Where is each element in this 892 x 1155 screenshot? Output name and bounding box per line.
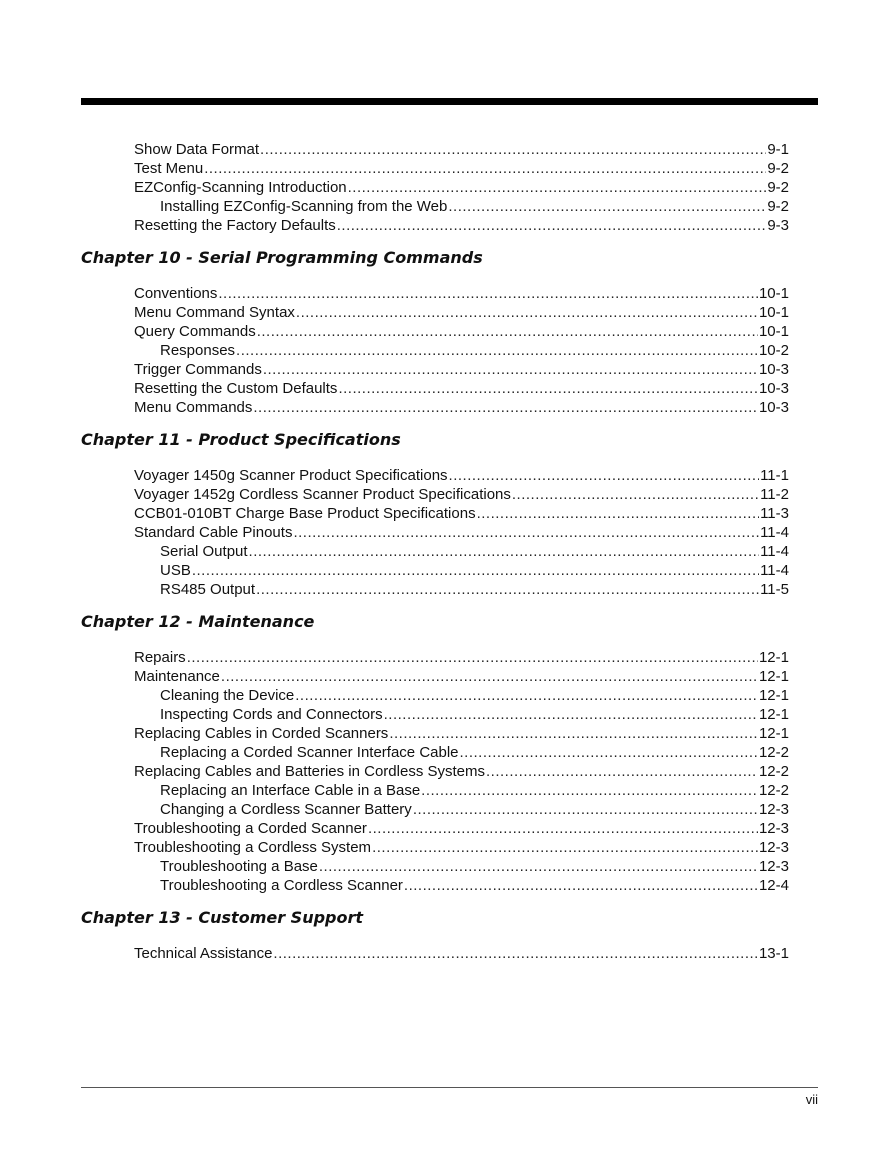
toc-entry-title: Menu Commands (134, 399, 253, 416)
dot-leader (449, 466, 760, 485)
toc-entry-title: Test Menu (134, 160, 204, 177)
toc-entry-page: 12-2 (758, 763, 789, 780)
toc-section (81, 612, 789, 895)
toc-section (81, 430, 789, 599)
dot-leader (421, 781, 758, 800)
toc-entry-title: Conventions (134, 285, 218, 302)
toc-entry[interactable] (81, 667, 789, 686)
toc-entry-page: 12-4 (758, 877, 789, 894)
dot-leader (368, 819, 758, 838)
dot-leader (204, 159, 766, 178)
toc-entry[interactable] (81, 686, 789, 705)
footer-rule (81, 1087, 818, 1088)
toc-entry-page: 12-3 (758, 820, 789, 837)
dot-leader (512, 485, 759, 504)
toc-entry-title: USB (160, 562, 191, 579)
toc-entry-page: 12-2 (758, 782, 789, 799)
dot-leader (319, 857, 758, 876)
toc-entry-page: 12-1 (758, 706, 789, 723)
dot-leader (404, 876, 758, 895)
toc-entry-page: 9-3 (767, 217, 789, 234)
toc-entry[interactable] (81, 561, 789, 580)
toc-entry-page: 10-3 (758, 399, 789, 416)
toc-entry-title: CCB01-010BT Charge Base Product Specifications (134, 505, 476, 522)
toc-entry-page: 11-3 (760, 505, 789, 522)
toc-entry-page: 12-2 (758, 744, 789, 761)
toc-section (81, 248, 789, 417)
toc-entry[interactable] (81, 360, 789, 379)
toc-entry[interactable] (81, 485, 789, 504)
toc-entry-title: Maintenance (134, 668, 220, 685)
dot-leader (236, 341, 758, 360)
toc-entry-title: Troubleshooting a Cordless Scanner (160, 877, 403, 894)
toc-entry[interactable] (81, 800, 789, 819)
toc-entry[interactable] (81, 398, 789, 417)
dot-leader (384, 705, 758, 724)
toc-entry[interactable] (81, 284, 789, 303)
toc-entry-title: Show Data Format (134, 141, 260, 158)
toc-entry-page: 11-5 (760, 581, 789, 598)
toc-section (81, 908, 789, 963)
page-number: vii (805, 1092, 818, 1107)
toc-entry-title: Resetting the Factory Defaults (134, 217, 336, 234)
dot-leader (338, 379, 758, 398)
table-of-contents (81, 140, 789, 963)
toc-entry-page: 10-3 (758, 380, 789, 397)
toc-entry[interactable] (81, 504, 789, 523)
toc-entry[interactable] (81, 743, 789, 762)
toc-entry-title: Resetting the Custom Defaults (134, 380, 338, 397)
dot-leader (256, 580, 759, 599)
dot-leader (448, 197, 766, 216)
toc-entry[interactable] (81, 341, 789, 360)
toc-entry-title: EZConfig-Scanning Introduction (134, 179, 347, 196)
toc-entry-title: Replacing an Interface Cable in a Base (160, 782, 421, 799)
toc-entry-title: Standard Cable Pinouts (134, 524, 293, 541)
header-rule (81, 98, 818, 105)
dot-leader (348, 178, 767, 197)
toc-entry-page: 11-1 (760, 467, 789, 484)
toc-entry-page: 12-1 (758, 649, 789, 666)
toc-entry[interactable] (81, 197, 789, 216)
toc-entry-title: Serial Output (160, 543, 248, 560)
dot-leader (260, 140, 766, 159)
dot-leader (253, 398, 758, 417)
dot-leader (187, 648, 758, 667)
toc-entry-title: Replacing Cables and Batteries in Cordless Systems (134, 763, 485, 780)
toc-entry-page: 9-2 (767, 179, 789, 196)
toc-entry-page: 10-2 (758, 342, 789, 359)
toc-entry-title: Troubleshooting a Corded Scanner (134, 820, 367, 837)
toc-entry[interactable] (81, 819, 789, 838)
toc-entry[interactable] (81, 781, 789, 800)
chapter-heading: Chapter 11 - Product Specifications (81, 430, 401, 449)
toc-entry-page: 9-2 (767, 198, 789, 215)
toc-entry-page: 13-1 (758, 945, 789, 962)
dot-leader (413, 800, 758, 819)
dot-leader (296, 303, 758, 322)
toc-entry[interactable] (81, 159, 789, 178)
toc-entry-page: 11-2 (760, 486, 789, 503)
toc-entry-title: Troubleshooting a Base (160, 858, 318, 875)
dot-leader (389, 724, 758, 743)
toc-entry[interactable] (81, 140, 789, 159)
toc-entry[interactable] (81, 216, 789, 235)
toc-entry-page: 12-3 (758, 858, 789, 875)
toc-entry[interactable] (81, 580, 789, 599)
toc-entry[interactable] (81, 724, 789, 743)
toc-entry[interactable] (81, 944, 789, 963)
dot-leader (249, 542, 760, 561)
chapter-heading: Chapter 10 - Serial Programming Commands (81, 248, 483, 267)
toc-entry-page: 10-1 (758, 323, 789, 340)
toc-entry-page: 12-1 (758, 668, 789, 685)
toc-entry-title: Troubleshooting a Cordless System (134, 839, 372, 856)
dot-leader (263, 360, 758, 379)
toc-entry-title: Repairs (134, 649, 186, 666)
toc-section (81, 140, 789, 235)
toc-entry-page: 11-4 (760, 543, 789, 560)
dot-leader (337, 216, 767, 235)
toc-entry-page: 10-1 (758, 304, 789, 321)
toc-entry[interactable] (81, 648, 789, 667)
toc-entry-title: Replacing Cables in Corded Scanners (134, 725, 389, 742)
toc-entry-title: Menu Command Syntax (134, 304, 295, 321)
toc-entry[interactable] (81, 542, 789, 561)
toc-entry-page: 11-4 (760, 524, 789, 541)
dot-leader (486, 762, 758, 781)
toc-entry[interactable] (81, 705, 789, 724)
toc-entry[interactable] (81, 876, 789, 895)
chapter-heading: Chapter 12 - Maintenance (81, 612, 315, 631)
toc-entry[interactable] (81, 178, 789, 197)
toc-entry-title: Responses (160, 342, 236, 359)
toc-entry-title: Changing a Cordless Scanner Battery (160, 801, 412, 818)
toc-entry[interactable] (81, 379, 789, 398)
toc-entry-title: Query Commands (134, 323, 256, 340)
dot-leader (192, 561, 759, 580)
toc-entry-title: RS485 Output (160, 581, 256, 598)
toc-entry-title: Voyager 1450g Scanner Product Specifications (134, 467, 448, 484)
chapter-heading: Chapter 13 - Customer Support (81, 908, 364, 927)
toc-entry-page: 9-2 (767, 160, 789, 177)
toc-entry-page: 12-3 (758, 839, 789, 856)
dot-leader (460, 743, 758, 762)
dot-leader (257, 322, 758, 341)
dot-leader (221, 667, 758, 686)
toc-entry[interactable] (81, 466, 789, 485)
toc-entry-page: 11-4 (760, 562, 789, 579)
dot-leader (218, 284, 758, 303)
toc-entry-page: 9-1 (767, 141, 789, 158)
toc-entry-page: 10-1 (758, 285, 789, 302)
toc-entry[interactable] (81, 322, 789, 341)
toc-entry[interactable] (81, 523, 789, 542)
toc-entry[interactable] (81, 857, 789, 876)
toc-entry-title: Voyager 1452g Cordless Scanner Product Specifications (134, 486, 511, 503)
toc-entry-title: Inspecting Cords and Connectors (160, 706, 383, 723)
toc-entry-page: 12-1 (758, 687, 789, 704)
toc-entry-page: 10-3 (758, 361, 789, 378)
dot-leader (477, 504, 760, 523)
dot-leader (273, 944, 758, 963)
toc-entry[interactable] (81, 762, 789, 781)
toc-entry-title: Installing EZConfig-Scanning from the Web (160, 198, 448, 215)
toc-entry-title: Technical Assistance (134, 945, 273, 962)
toc-entry-title: Trigger Commands (134, 361, 262, 378)
toc-entry-title: Replacing a Corded Scanner Interface Cable (160, 744, 459, 761)
toc-entry[interactable] (81, 838, 789, 857)
dot-leader (293, 523, 759, 542)
toc-entry-page: 12-1 (758, 725, 789, 742)
toc-entry-title: Cleaning the Device (160, 687, 295, 704)
dot-leader (372, 838, 758, 857)
toc-entry-page: 12-3 (758, 801, 789, 818)
dot-leader (295, 686, 758, 705)
toc-entry[interactable] (81, 303, 789, 322)
